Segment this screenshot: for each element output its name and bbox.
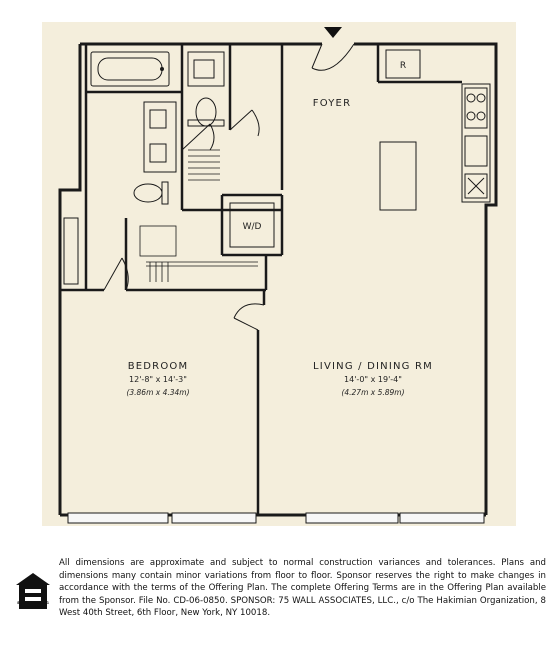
- equal-housing-icon: [14, 571, 52, 619]
- foyer-label: FOYER: [312, 98, 352, 109]
- washer-dryer-label: W/D: [242, 222, 262, 232]
- living-dining-dimensions-metric: (4.27m x 5.89m): [341, 388, 405, 397]
- refrigerator-label: R: [399, 61, 407, 71]
- living-dining-dimensions: 14'-0" x 19'-4": [344, 375, 402, 384]
- living-dining-label: LIVING / DINING RM: [313, 361, 433, 372]
- equal-housing-text: EQUAL HOUSING OPPORTUNITY: [17, 601, 49, 609]
- bedroom-dimensions: 12'-8" x 14'-3": [129, 375, 187, 384]
- disclaimer-text: All dimensions are approximate and subject to normal construction variances and tolerances. Plans and dimensions many contain minor variations from floor to floor. Sponsor reserves the right to make changes in accordance with the terms of the Offering Plan. The complete Offering Terms are in the Offering Plan available from the Sponsor. File No. CD-06-0850. SPONSOR: 75 WALL ASSOCIATES, LLC., c/o The Hakimian Organization, 8 West 40th Street, 6th Floor, New York, NY 10018.: [59, 558, 546, 619]
- bedroom-dimensions-metric: (3.86m x 4.34m): [126, 388, 190, 397]
- footer: [10, 557, 545, 637]
- bedroom-label: BEDROOM: [127, 361, 189, 372]
